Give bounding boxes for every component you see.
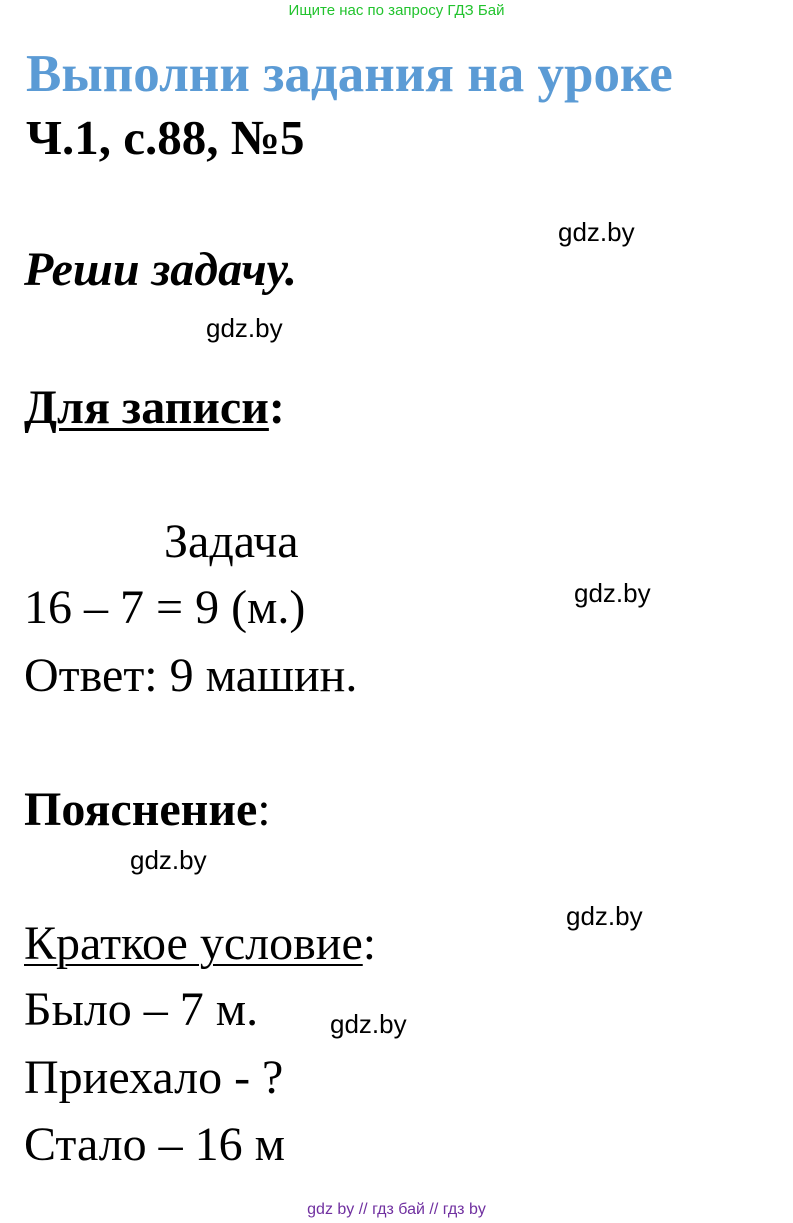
record-heading-colon: :	[268, 381, 285, 434]
footer: gdz by // гдз бай // гдз by	[307, 1201, 486, 1218]
record-heading	[24, 378, 285, 438]
solution-title: Задача	[164, 515, 299, 568]
page-subtitle: Ч.1, с.88, №5	[26, 110, 305, 165]
condition-line: Было – 7 м.	[24, 983, 259, 1036]
top-banner: Ищите нас по запросу ГДЗ Бай	[288, 2, 505, 19]
watermark: gdz.by	[558, 217, 635, 247]
explanation-heading-colon: :	[257, 783, 271, 836]
watermark: gdz.by	[130, 845, 207, 875]
solution-answer: Ответ: 9 машин.	[24, 649, 358, 702]
solution-equation: 16 – 7 = 9 (м.)	[24, 581, 306, 634]
condition-heading	[24, 914, 376, 974]
record-heading-label: Для записи	[24, 381, 269, 434]
condition-heading-label: Краткое условие	[24, 917, 363, 970]
condition-line: Стало – 16 м	[24, 1118, 285, 1171]
explanation-heading	[24, 780, 271, 840]
task-heading: Реши задачу.	[24, 243, 297, 296]
page-title: Выполни задания на уроке	[26, 45, 673, 103]
explanation-heading-label: Пояснение	[24, 783, 258, 836]
watermark: gdz.by	[206, 313, 283, 343]
watermark: gdz.by	[566, 901, 643, 931]
watermark: gdz.by	[574, 578, 651, 608]
condition-line: Приехало - ?	[24, 1051, 284, 1104]
condition-heading-colon: :	[362, 917, 377, 970]
watermark: gdz.by	[330, 1009, 407, 1039]
